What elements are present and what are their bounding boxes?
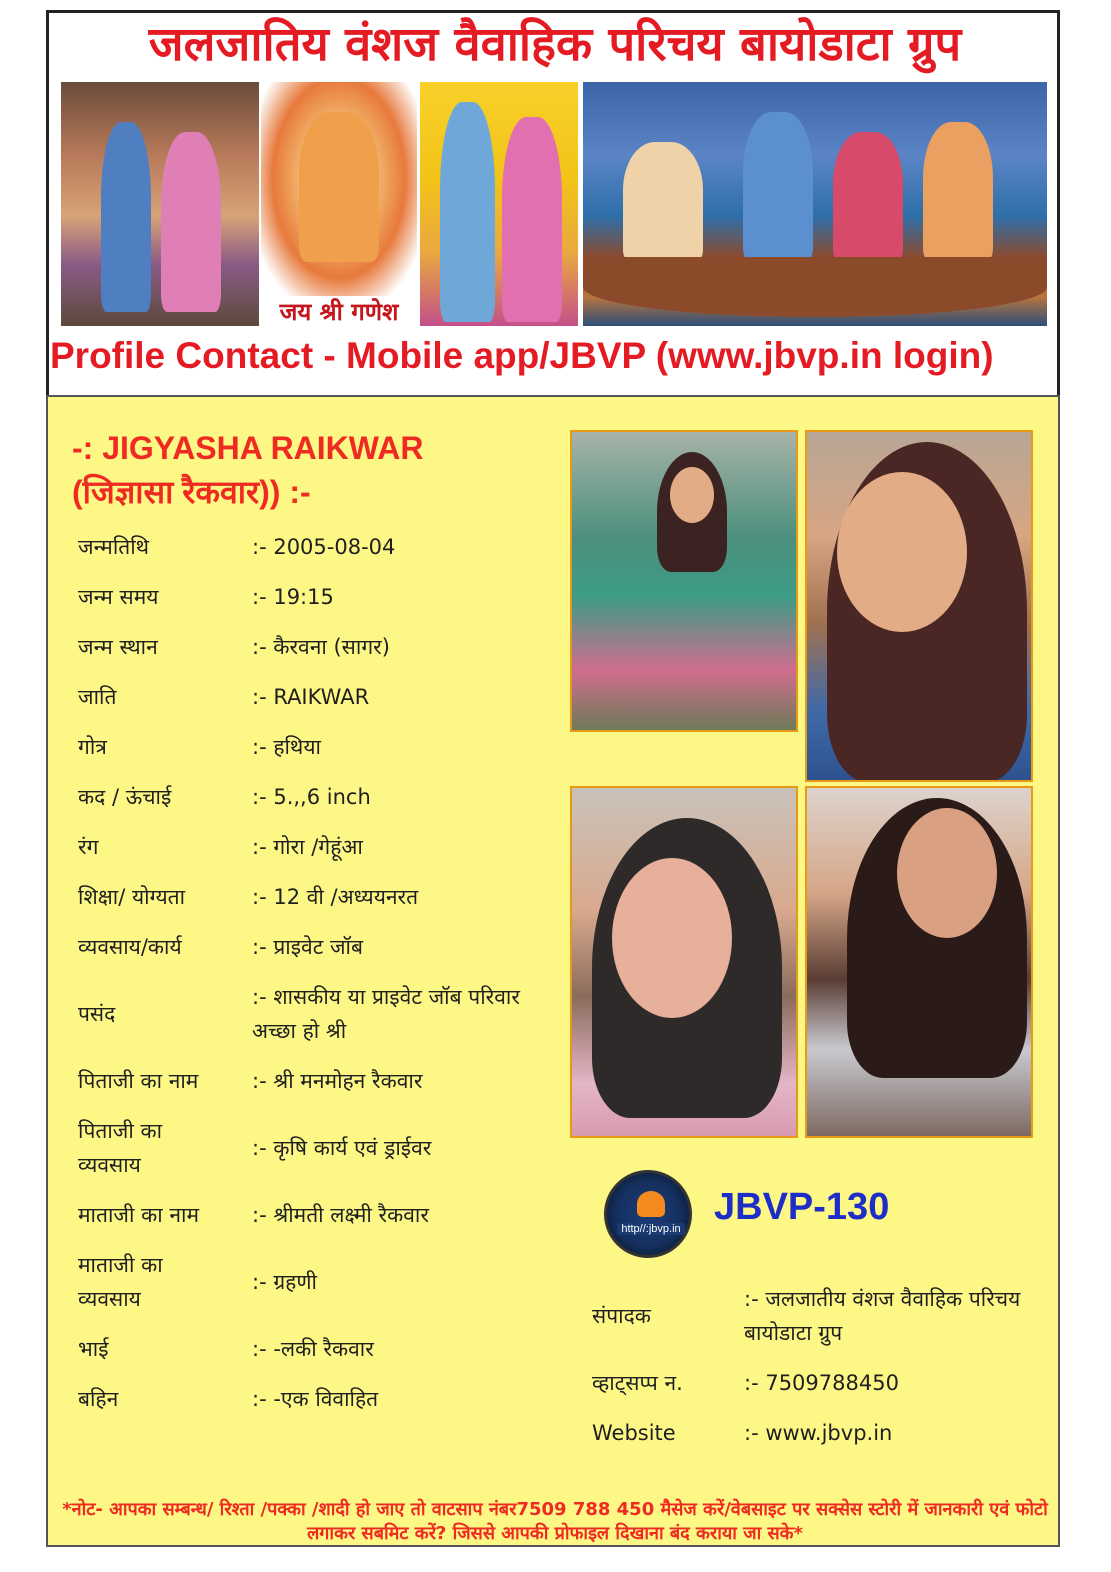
info-label: माताजी का नाम xyxy=(78,1203,199,1227)
info-row-mother-occupation xyxy=(78,1248,568,1316)
info-label: जन्म स्थान xyxy=(78,635,158,659)
name-hindi: (जिज्ञासा रैकवार)) :- xyxy=(72,474,311,510)
info-row-occupation xyxy=(78,930,568,964)
info-value: :- श्रीमती लक्ष्मी रैकवार xyxy=(252,1203,429,1227)
meta-value: :- जलजातीय वंशज वैवाहिक परिचय बायोडाटा ग्रुप xyxy=(744,1287,1021,1345)
info-label: बहिन xyxy=(78,1387,119,1411)
info-row-mother-name xyxy=(78,1198,568,1232)
ganesh-caption: जय श्री गणेश xyxy=(279,298,399,326)
info-row-complexion xyxy=(78,830,568,864)
info-value: :- -लकी रैकवार xyxy=(252,1337,374,1361)
info-label: कद / ऊंचाई xyxy=(78,785,172,809)
boat-image xyxy=(583,82,1047,326)
profile-photo-1 xyxy=(570,430,798,732)
info-label: जन्म समय xyxy=(78,585,159,609)
footer-note: *नोट- आपका सम्बन्ध/ रिश्ता /पक्का /शादी हो जाए तो वाटसाप नंबर7509 788 450 मैसेज करें/वेबसाइट पर सक्सेस स्टोरी में जानकारी एवं फोटो लगाकर सबमिट करें? जिससे आपकी प्रोफाइल दिखाना बंद कराया जा सके* xyxy=(62,1499,1048,1544)
flame-icon xyxy=(637,1191,665,1217)
meta-label: संपादक xyxy=(592,1304,651,1328)
info-row-father-name xyxy=(78,1064,568,1098)
info-row-height xyxy=(78,780,568,814)
info-value: :- श्री मनमोहन रैकवार xyxy=(252,1069,423,1093)
info-row-birth-place xyxy=(78,630,568,664)
info-label: जाति xyxy=(78,685,117,709)
info-row-gotra xyxy=(78,730,568,764)
info-value: :- RAIKWAR xyxy=(252,685,370,709)
info-value: :- गोरा /गेहूंआ xyxy=(252,835,363,859)
info-label: पिताजी का व्यवसाय xyxy=(78,1119,163,1177)
info-label: पिताजी का नाम xyxy=(78,1069,199,1093)
info-row-brother xyxy=(78,1332,568,1366)
info-row-preference xyxy=(78,980,568,1048)
profile-photo-3 xyxy=(570,786,798,1138)
info-label: पसंद xyxy=(78,1002,116,1026)
jbvp-logo xyxy=(604,1170,692,1258)
profile-photo-4 xyxy=(805,786,1033,1138)
info-value: :- ग्रहणी xyxy=(252,1270,317,1294)
name-english: -: JIGYASHA RAIKWAR xyxy=(72,430,424,466)
meta-value: :- 7509788450 xyxy=(744,1371,899,1395)
info-label: व्यवसाय/कार्य xyxy=(78,935,182,959)
info-value: :- हथिया xyxy=(252,735,321,759)
info-value: :- शासकीय या प्राइवेट जॉब परिवार अच्छा हो श्री xyxy=(252,985,520,1043)
info-row-father-occupation xyxy=(78,1114,568,1182)
page-title: जलजातिय वंशज वैवाहिक परिचय बायोडाटा ग्रुप xyxy=(148,17,962,72)
contact-line: Profile Contact - Mobile app/JBVP (www.jbvp.in login) xyxy=(50,335,994,376)
info-row-dob xyxy=(78,530,568,564)
info-label: माताजी का व्यवसाय xyxy=(78,1253,163,1311)
profile-photo-2 xyxy=(805,430,1033,782)
rama-sita-image xyxy=(61,82,259,326)
meta-label: Website xyxy=(592,1421,676,1445)
meta-row-website xyxy=(592,1416,1032,1450)
profile-name xyxy=(72,426,552,514)
meta-label: व्हाट्सप्प न. xyxy=(592,1371,683,1395)
meta-row-editor xyxy=(592,1282,1032,1350)
info-row-sister xyxy=(78,1382,568,1416)
meta-row-whatsapp xyxy=(592,1366,1032,1400)
info-value: :- 5.,,6 inch xyxy=(252,785,371,809)
info-label: भाई xyxy=(78,1337,109,1361)
info-row-education xyxy=(78,880,568,914)
info-value: :- 2005-08-04 xyxy=(252,535,396,559)
info-value: :- कैरवना (सागर) xyxy=(252,635,390,659)
info-row-birth-time xyxy=(78,580,568,614)
ganesh-image xyxy=(261,82,417,296)
info-label: जन्मतिथि xyxy=(78,535,150,559)
rama-sita-standing-image xyxy=(420,82,578,326)
info-value: :- प्राइवेट जॉब xyxy=(252,935,363,959)
info-value: :- 12 वी /अध्ययनरत xyxy=(252,885,419,909)
info-value: :- -एक विवाहित xyxy=(252,1387,379,1411)
logo-url-text: http//:jbvp.in xyxy=(617,1223,685,1235)
profile-id: JBVP-130 xyxy=(714,1186,890,1228)
info-label: रंग xyxy=(78,835,99,859)
info-label: शिक्षा/ योग्यता xyxy=(78,885,186,909)
info-value: :- 19:15 xyxy=(252,585,334,609)
website-link[interactable]: :- www.jbvp.in xyxy=(744,1421,893,1445)
info-row-caste xyxy=(78,680,568,714)
info-value: :- कृषि कार्य एवं ड्राईवर xyxy=(252,1136,432,1160)
info-label: गोत्र xyxy=(78,735,107,759)
